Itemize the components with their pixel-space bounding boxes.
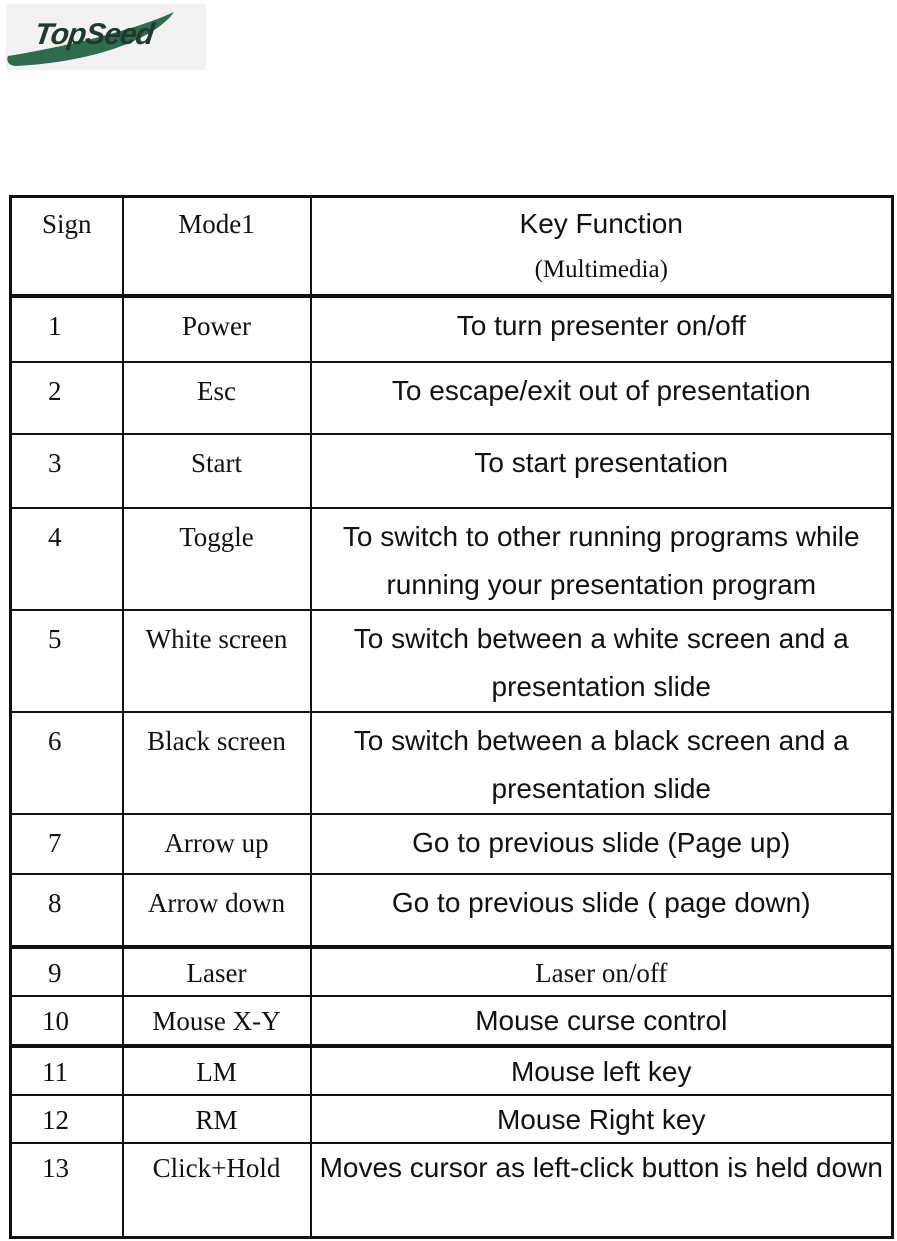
table-row <box>11 814 893 874</box>
table-row <box>11 1046 893 1095</box>
cell-function: Mouse Right key <box>311 1095 893 1143</box>
cell-function: To switch between a black screen and a presentation slide <box>311 712 893 814</box>
cell-function: Moves cursor as left-click button is held down <box>311 1143 893 1238</box>
cell-sign: 4 <box>11 508 123 610</box>
cell-sign: 11 <box>11 1046 123 1095</box>
table-row <box>11 1095 893 1143</box>
table-row <box>11 434 893 508</box>
cell-mode: Esc <box>123 362 311 434</box>
cell-function: To switch between a white screen and a presentation slide <box>311 610 893 712</box>
cell-sign: 8 <box>11 874 123 947</box>
cell-function: Laser on/off <box>311 947 893 996</box>
table-row <box>11 610 893 712</box>
topseed-logo <box>6 4 206 70</box>
table-row <box>11 508 893 610</box>
cell-mode: Arrow down <box>123 874 311 947</box>
cell-mode: Click+Hold <box>123 1143 311 1238</box>
cell-mode: Black screen <box>123 712 311 814</box>
cell-function: Go to previous slide (Page up) <box>311 814 893 874</box>
cell-mode: LM <box>123 1046 311 1095</box>
cell-mode: White screen <box>123 610 311 712</box>
cell-function: To escape/exit out of presentation <box>311 362 893 434</box>
cell-function: To switch to other running programs while running your presentation program <box>311 508 893 610</box>
key-function-table <box>9 195 894 1239</box>
cell-mode: Mouse X-Y <box>123 996 311 1046</box>
cell-mode: Start <box>123 434 311 508</box>
cell-mode: Laser <box>123 947 311 996</box>
cell-mode: Arrow up <box>123 814 311 874</box>
cell-sign: 7 <box>11 814 123 874</box>
cell-mode: Toggle <box>123 508 311 610</box>
cell-sign: 3 <box>11 434 123 508</box>
header-sign: Sign <box>11 197 123 296</box>
table-header-row <box>11 197 893 296</box>
cell-sign: 5 <box>11 610 123 712</box>
header-function: Key Function (Multimedia) <box>311 197 893 296</box>
cell-sign: 6 <box>11 712 123 814</box>
table-row <box>11 296 893 362</box>
svg-text:TopSeed: TopSeed <box>32 18 156 51</box>
key-function-table-container <box>9 195 891 1239</box>
table-row <box>11 362 893 434</box>
cell-sign: 1 <box>11 296 123 362</box>
cell-function: To start presentation <box>311 434 893 508</box>
cell-function: Mouse curse control <box>311 996 893 1046</box>
table-row <box>11 712 893 814</box>
cell-mode: Power <box>123 296 311 362</box>
cell-sign: 2 <box>11 362 123 434</box>
cell-sign: 10 <box>11 996 123 1046</box>
table-row <box>11 874 893 947</box>
table-row <box>11 947 893 996</box>
cell-mode: RM <box>123 1095 311 1143</box>
header-mode: Mode1 <box>123 197 311 296</box>
cell-function: To turn presenter on/off <box>311 296 893 362</box>
cell-sign: 9 <box>11 947 123 996</box>
cell-sign: 13 <box>11 1143 123 1238</box>
cell-function: Go to previous slide ( page down) <box>311 874 893 947</box>
table-row <box>11 996 893 1046</box>
cell-function: Mouse left key <box>311 1046 893 1095</box>
table-row <box>11 1143 893 1238</box>
cell-sign: 12 <box>11 1095 123 1143</box>
